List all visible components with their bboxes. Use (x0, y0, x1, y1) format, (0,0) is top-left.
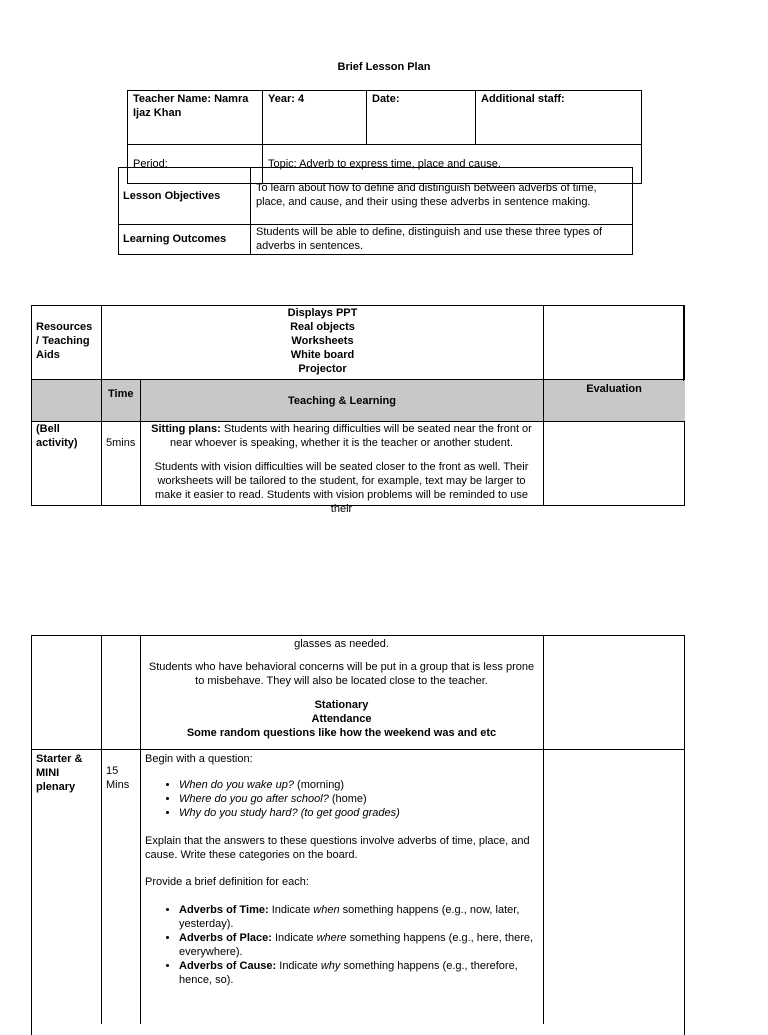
teacher-name: Teacher Name: Namra Ijaz Khan (133, 93, 249, 119)
starter-time: 15 Mins (106, 765, 130, 791)
resource-item: Projector (298, 363, 347, 375)
teaching-header: Teaching & Learning (288, 395, 396, 407)
definition-item: • Adverbs of Cause: Indicate why something happens (e.g., therefore, hence, so). (179, 959, 538, 987)
vision-text: Students with vision difficulties will be seated closer to the front as well. Their worksheets will be tailored to the student, for example, text may be larger to make it easier to read. Students with vision problems will be reminded to use their (154, 461, 529, 515)
bell-bold-lines (145, 698, 538, 740)
behavior-text: Students who have behavioral concerns will be put in a group that is less prone to misbehave. They will also be located close to the teacher. (148, 661, 535, 687)
question-item: • Where do you go after school? (home) (179, 792, 538, 806)
attendance-line: Attendance (311, 713, 372, 725)
evaluation-header: Evaluation (586, 383, 642, 395)
questions-line: Some random questions like how the weekend was and etc (186, 727, 497, 739)
objectives-text: To learn about how to define and distinguish between adverbs of time, place, and cause, and their using these adverbs in sentence making. (256, 182, 597, 208)
additional-staff-label: Additional staff: (481, 93, 565, 105)
period-label: Period: (133, 158, 168, 170)
starter-label: Starter & MINI plenary (36, 753, 83, 793)
starter-intro: Begin with a question: (145, 753, 253, 765)
stationary-line: Stationary (314, 699, 369, 711)
sitting-plans-text: Students with hearing difficulties will be seated near the front or near whoever is speaking, whether it is the teacher or another student. (169, 423, 532, 449)
sitting-plans (145, 422, 538, 450)
resource-item: Real objects (290, 321, 355, 333)
bell-activity-label: (Bell activity) (36, 423, 78, 449)
question-item: • Why do you study hard? (to get good grades) (179, 806, 538, 820)
objectives-label: Lesson Objectives (123, 190, 221, 202)
question-item: • When do you wake up? (morning) (179, 778, 538, 792)
definition-item: • Adverbs of Time: Indicate when something happens (e.g., now, later, yesterday). (179, 903, 538, 931)
date-label: Date: (372, 93, 400, 105)
starter-explain: Explain that the answers to these questions involve adverbs of time, place, and cause. Write these categories on the board. (145, 835, 530, 861)
glasses-text: glasses as needed. (294, 638, 389, 650)
resource-item: Displays PPT (287, 307, 358, 319)
resources-list (102, 306, 543, 376)
resource-item: White board (290, 349, 355, 361)
topic-label: Topic: Adverb to express time, place and cause. (268, 158, 501, 170)
time-header: Time (108, 388, 134, 400)
sitting-plans-bold: Sitting plans: (151, 423, 221, 435)
resources-label: Resources / Teaching Aids (36, 321, 93, 361)
starter-provide: Provide a brief definition for each: (145, 876, 309, 888)
definition-list (145, 903, 538, 987)
year-label: Year: 4 (268, 93, 305, 105)
question-list (145, 778, 538, 820)
outcomes-label: Learning Outcomes (123, 233, 227, 245)
definition-item: • Adverbs of Place: Indicate where something happens (e.g., here, there, everywhere). (179, 931, 538, 959)
outcomes-text: Students will be able to define, distinguish and use these three types of adverbs in sentences. (256, 226, 603, 252)
resource-item: Worksheets (291, 335, 354, 347)
bell-time: 5mins (106, 437, 136, 449)
page-title: Brief Lesson Plan (337, 61, 431, 73)
starter-content (145, 752, 538, 987)
